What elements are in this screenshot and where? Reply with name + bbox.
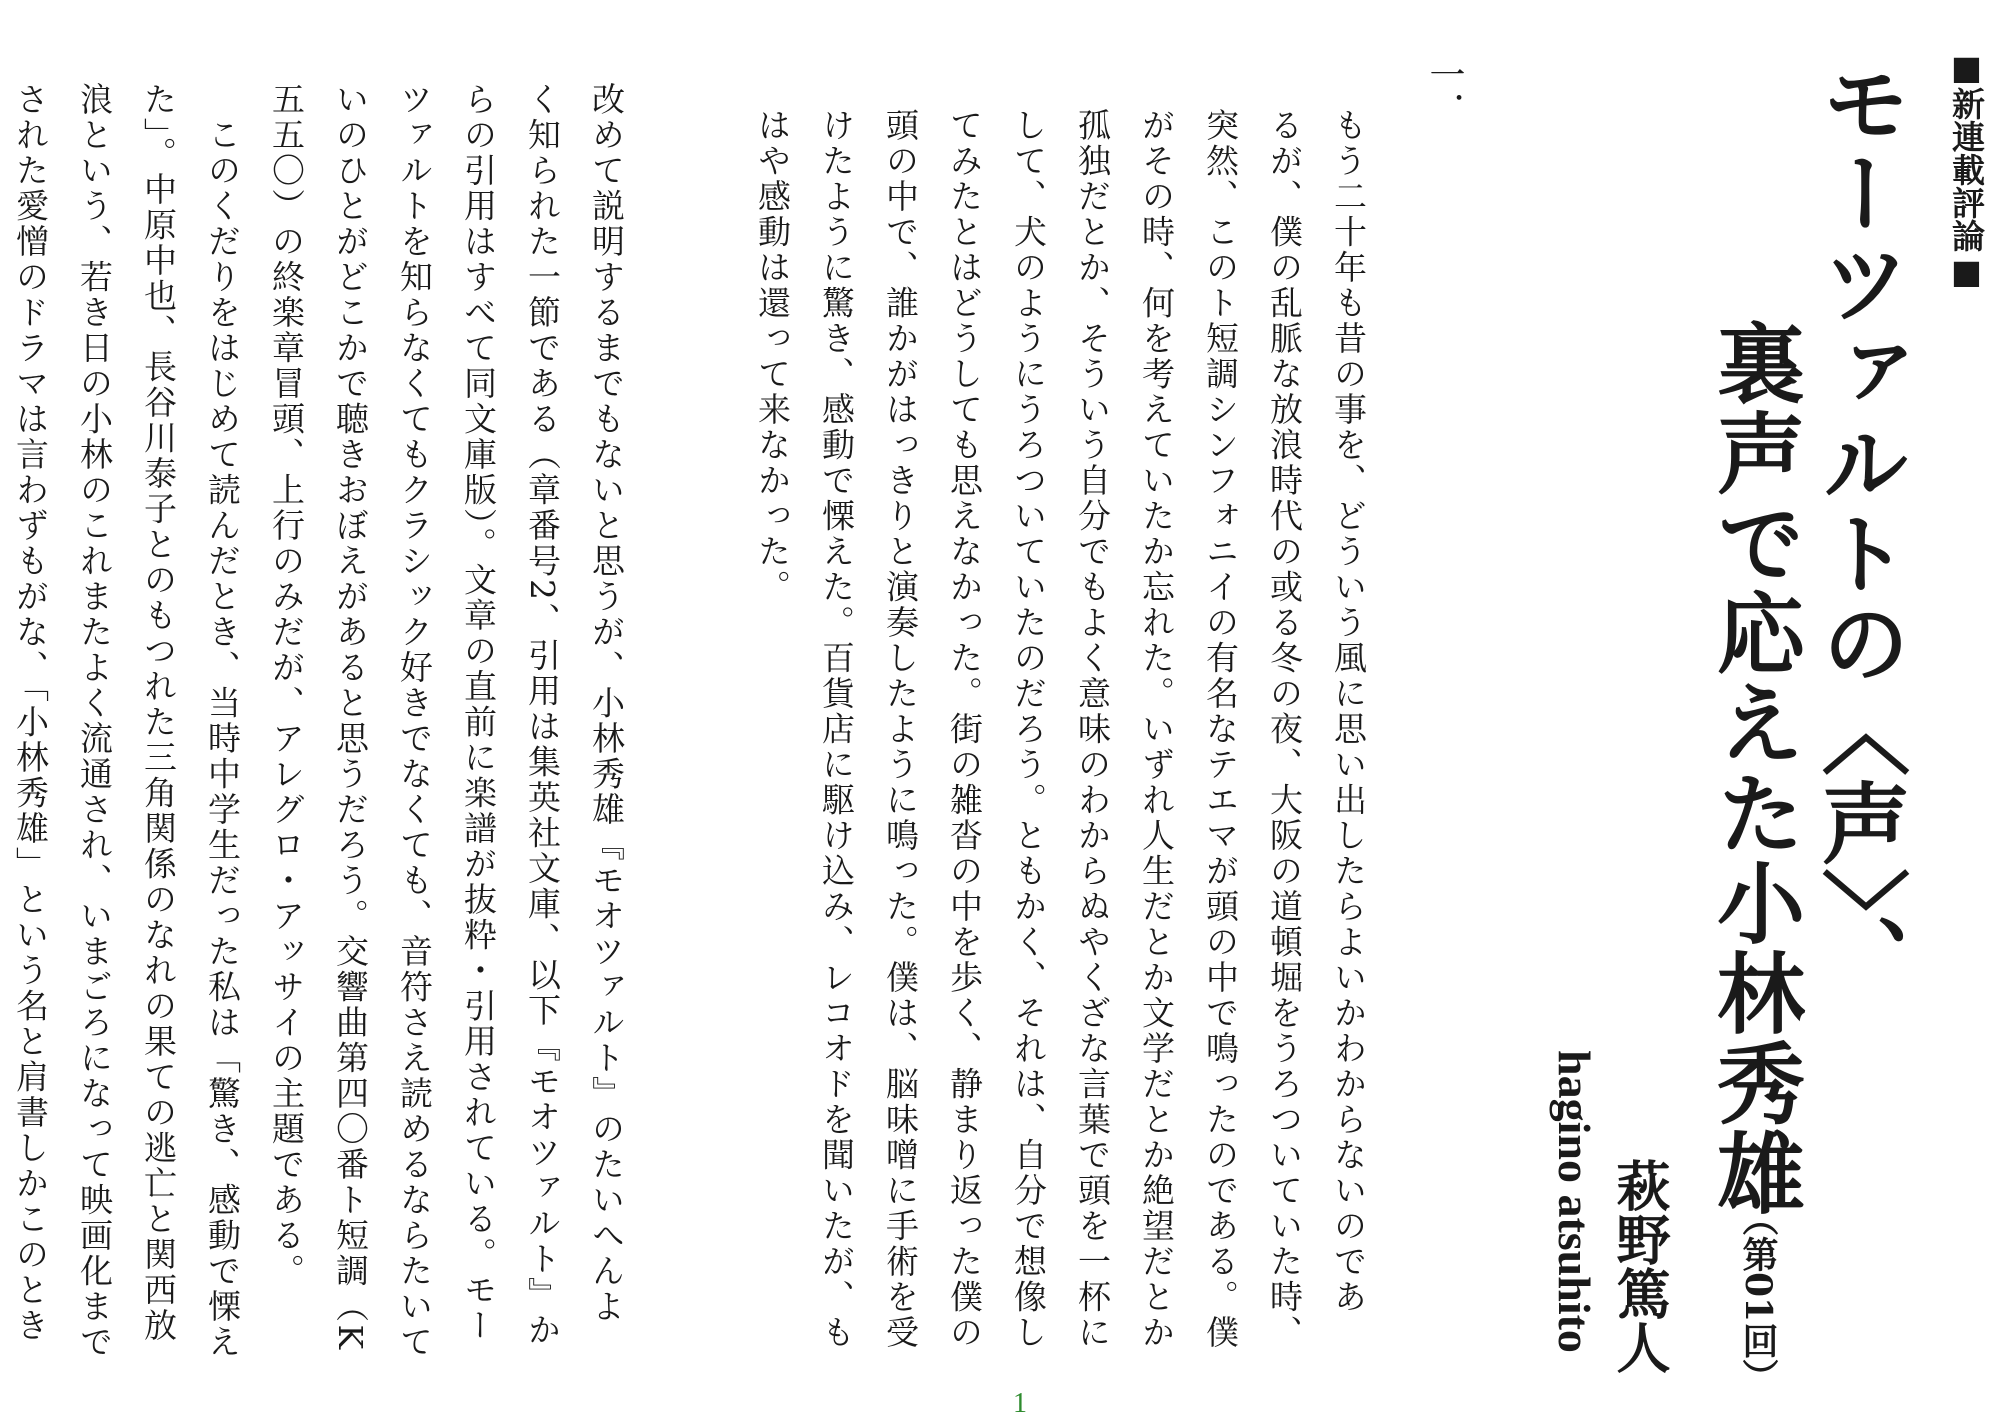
series-label: 新連載評論 <box>1947 87 1986 252</box>
title-line-1: モーツァルトの〈声〉、 <box>1808 58 1912 1004</box>
quotation-block <box>740 108 1380 1398</box>
text-line: このくだりをはじめて読んだとき、当時中学生だった私は「驚き、感動で慄え <box>203 82 242 1360</box>
author-roman: hagino atsuhito <box>1549 1050 1600 1353</box>
series-square-right: ■ <box>1947 252 1986 291</box>
text-line: けたように驚き、感動で慄えた。百貨店に駆け込み、レコオドを聞いたが、も <box>817 108 856 1351</box>
issue-number: （第01回） <box>1737 1200 1779 1395</box>
section-marker: 一． <box>1424 56 1465 128</box>
commentary-block <box>11 82 638 1402</box>
text-line: ツァルトを知らなくてもクラシック好きでなくても、音符さえ読めるならたいて <box>395 82 434 1360</box>
title-line-2: 裏声で応えた小林秀雄 <box>1703 318 1807 1218</box>
text-line: 改めて説明するまでもないと思うが、小林秀雄『モオツァルト』のたいへんよ <box>587 82 626 1325</box>
text-line: らの引用はすべて同文庫版）。文章の直前に楽譜が抜粋・引用されている。モー <box>459 82 498 1344</box>
text-line: がその時、何を考えていたか忘れた。いずれ人生だとか文学だとか絶望だとか <box>1137 108 1176 1351</box>
text-line: はや感動は還って来なかった。 <box>753 108 792 605</box>
text-line: てみたとはどうしても思えなかった。街の雑沓の中を歩く、静まり返った僕の <box>945 108 984 1351</box>
text-line: く知られた一節である（章番号2、引用は集英社文庫、以下『モオツァルト』か <box>523 82 562 1348</box>
page-number: 1 <box>1013 1388 1027 1419</box>
text-line: もう二十年も昔の事を、どういう風に思い出したらよいかわからないのであ <box>1329 108 1368 1315</box>
text-line: 五五〇）の終楽章冒頭、上行のみだが、アレグロ・アッサイの主題である。 <box>267 82 306 1289</box>
text-line: 孤独だとか、そういう自分でもよく意味のわからぬやくざな言葉で頭を一杯に <box>1073 108 1112 1351</box>
text-line: た」。中原中也、長谷川泰子とのもつれた三角関係のなれの果ての逃亡と関西放 <box>139 82 178 1344</box>
text-line: いのひとがどこかで聴きおぼえがあると思うだろう。交響曲第四〇番ト短調（K <box>331 82 370 1352</box>
text-line: して、犬のようにうろついていたのだろう。ともかく、それは、自分で想像し <box>1009 108 1048 1351</box>
text-line: 頭の中で、誰かがはっきりと演奏したように鳴った。僕は、脳味噌に手術を受 <box>881 108 920 1351</box>
series-square-left: ■ <box>1947 48 1986 87</box>
text-line: 突然、このト短調シンフォニイの有名なテエマが頭の中で鳴ったのである。僕 <box>1201 108 1240 1351</box>
text-line: 浪という、若き日の小林のこれまたよく流通され、いまごろになって映画化まで <box>75 82 114 1360</box>
text-line: された愛憎のドラマは言わずもがな、「小林秀雄」という名と肩書しかこのとき <box>11 82 50 1344</box>
author-name: 萩野篤人 <box>1608 1158 1672 1374</box>
series-tag <box>1946 48 1986 348</box>
text-line: るが、僕の乱脈な放浪時代の或る冬の夜、大阪の道頓堀をうろついていた時、 <box>1265 108 1304 1351</box>
